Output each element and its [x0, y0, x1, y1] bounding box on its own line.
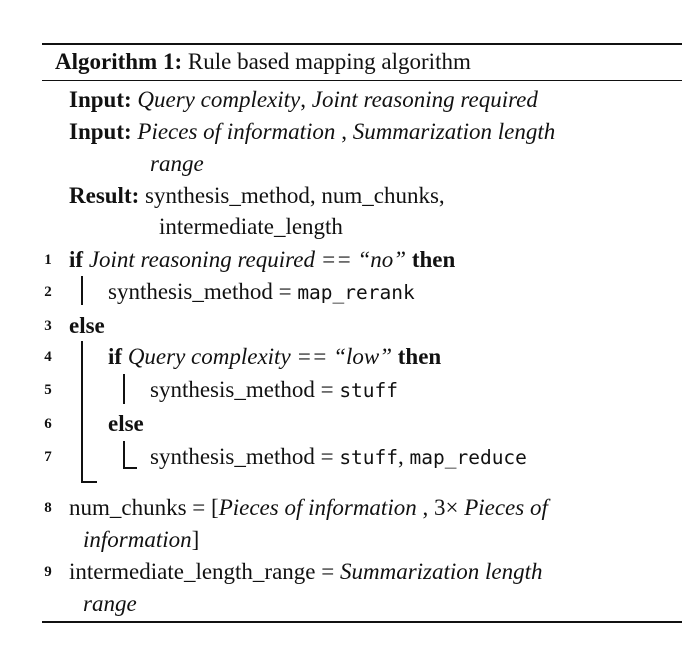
block-bar — [81, 276, 83, 305]
input-separator: , — [300, 87, 312, 112]
algorithm-caption — [55, 50, 471, 73]
num-chunks-line-cont — [83, 528, 199, 551]
input-line-1 — [69, 88, 538, 111]
pieces-of-information: Pieces of — [464, 495, 548, 520]
line-number: 2 — [44, 284, 52, 300]
keyword-if: if — [69, 247, 84, 272]
keyword-if: if — [108, 344, 123, 369]
bottom-rule — [42, 621, 682, 623]
keyword-then: then — [397, 344, 442, 369]
line-number: 3 — [44, 318, 52, 334]
assign-stuff-line — [150, 378, 398, 401]
condition-query-complexity: Query complexity == “low” — [127, 344, 393, 369]
code-stuff: stuff — [339, 379, 399, 402]
result-line — [69, 184, 445, 207]
input-joint-reasoning: Joint reasoning required — [311, 87, 538, 112]
assign-text: synthesis_method = — [150, 377, 340, 402]
else-block-bar — [81, 341, 83, 482]
num-chunks-text: num_chunks = [ — [69, 495, 219, 520]
input-line-2 — [69, 120, 555, 143]
input-label: Input: — [69, 87, 132, 112]
keyword-else: else — [69, 313, 105, 338]
line-number: 6 — [44, 416, 52, 432]
block-bar — [123, 441, 125, 468]
result-outputs: synthesis_method, num_chunks, — [145, 183, 445, 208]
line-number: 9 — [44, 564, 52, 580]
assign-map-rerank-line — [108, 280, 415, 303]
condition-joint-reasoning: Joint reasoning required == “no” — [88, 247, 407, 272]
keyword-else: else — [108, 411, 144, 436]
intermediate-length-line — [69, 560, 543, 583]
top-rule — [42, 43, 682, 45]
input-pieces-of-information: Pieces of information — [137, 119, 336, 144]
code-separator: , — [398, 444, 410, 469]
line-number: 7 — [44, 449, 52, 465]
input-separator: , — [335, 119, 353, 144]
algorithm-title: Rule based mapping algorithm — [187, 49, 471, 74]
num-chunks-close: ] — [191, 527, 200, 552]
else-block-end — [81, 481, 97, 483]
result-label: Result: — [69, 183, 140, 208]
code-stuff: stuff — [339, 446, 399, 469]
line-number: 8 — [44, 500, 52, 516]
keyword-then: then — [411, 247, 456, 272]
line-number: 5 — [44, 382, 52, 398]
result-outputs-cont: intermediate_length — [159, 214, 343, 239]
if-joint-reasoning-line — [69, 248, 455, 271]
if-query-complexity-line — [108, 345, 441, 368]
intermediate-length-text: intermediate_length_range = — [69, 559, 340, 584]
line-number: 4 — [44, 349, 52, 365]
assign-text: synthesis_method = — [150, 444, 340, 469]
algorithm-label: Algorithm 1: — [55, 49, 183, 74]
block-end — [123, 467, 137, 469]
num-chunks-multiplier: , 3× — [416, 495, 465, 520]
code-map-reduce: map_reduce — [409, 446, 527, 469]
block-bar — [123, 374, 125, 404]
assign-text: synthesis_method = — [108, 279, 298, 304]
input-label: Input: — [69, 119, 132, 144]
input-summarization-length: Summarization length — [352, 119, 556, 144]
line-number: 1 — [44, 252, 52, 268]
pieces-of-information: Pieces of information — [218, 495, 417, 520]
summarization-length-cont: range — [83, 591, 137, 616]
code-map-rerank: map_rerank — [297, 281, 415, 304]
input-query-complexity: Query complexity — [137, 87, 301, 112]
summarization-length: Summarization length — [339, 559, 543, 584]
input-summarization-length-cont: range — [150, 151, 204, 176]
assign-stuff-map-reduce-line — [150, 445, 527, 468]
pieces-of-information-cont: information — [83, 527, 192, 552]
header-rule — [42, 80, 682, 81]
num-chunks-line — [69, 496, 548, 519]
